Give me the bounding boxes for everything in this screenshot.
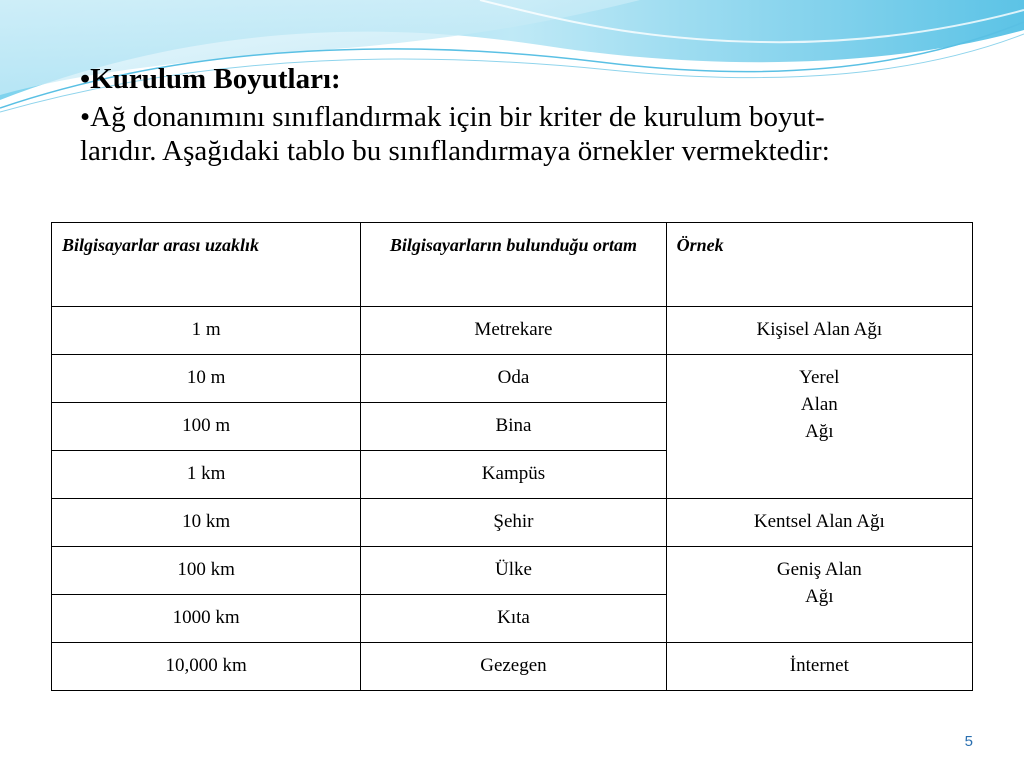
cell-environment: Gezegen [361, 643, 666, 691]
cell-distance: 100 m [52, 403, 361, 451]
bullet-text-line-1: •Ağ donanımını sınıflandırmak için bir kriter de kurulum boyut- [80, 101, 825, 133]
cell-distance: 10,000 km [52, 643, 361, 691]
cell-distance: 1000 km [52, 595, 361, 643]
cell-environment: Ülke [361, 547, 666, 595]
table-row [52, 307, 973, 355]
cell-environment: Kıta [361, 595, 666, 643]
header-environment: Bilgisayarların bulunduğu ortam [361, 223, 666, 307]
cell-environment: Bina [361, 403, 666, 451]
page-number: 5 [964, 733, 973, 750]
cell-distance: 10 m [52, 355, 361, 403]
cell-environment: Şehir [361, 499, 666, 547]
cell-environment: Metrekare [361, 307, 666, 355]
cell-distance: 1 m [52, 307, 361, 355]
table-header-row [52, 223, 973, 307]
table-row [52, 643, 973, 691]
table-row [52, 499, 973, 547]
table-row [52, 547, 973, 595]
cell-example: İnternet [666, 643, 972, 691]
table-row [52, 355, 973, 403]
cell-example: Kentsel Alan Ağı [666, 499, 972, 547]
bullet-text-line-2: larıdır. Aşağıdaki tablo bu sınıflandırmaya örnekler vermektedir: [80, 135, 830, 167]
cell-example: Kişisel Alan Ağı [666, 307, 972, 355]
cell-example: Yerel Alan Ağı [666, 355, 972, 499]
header-example: Örnek [666, 223, 972, 307]
cell-distance: 10 km [52, 499, 361, 547]
bullet-heading: •Kurulum Boyutları: [80, 63, 341, 95]
header-distance: Bilgisayarlar arası uzaklık [52, 223, 361, 307]
network-size-table [51, 222, 973, 691]
cell-environment: Kampüs [361, 451, 666, 499]
cell-environment: Oda [361, 355, 666, 403]
cell-distance: 100 km [52, 547, 361, 595]
cell-example: Geniş Alan Ağı [666, 547, 972, 643]
cell-distance: 1 km [52, 451, 361, 499]
bullet-list [80, 62, 980, 168]
